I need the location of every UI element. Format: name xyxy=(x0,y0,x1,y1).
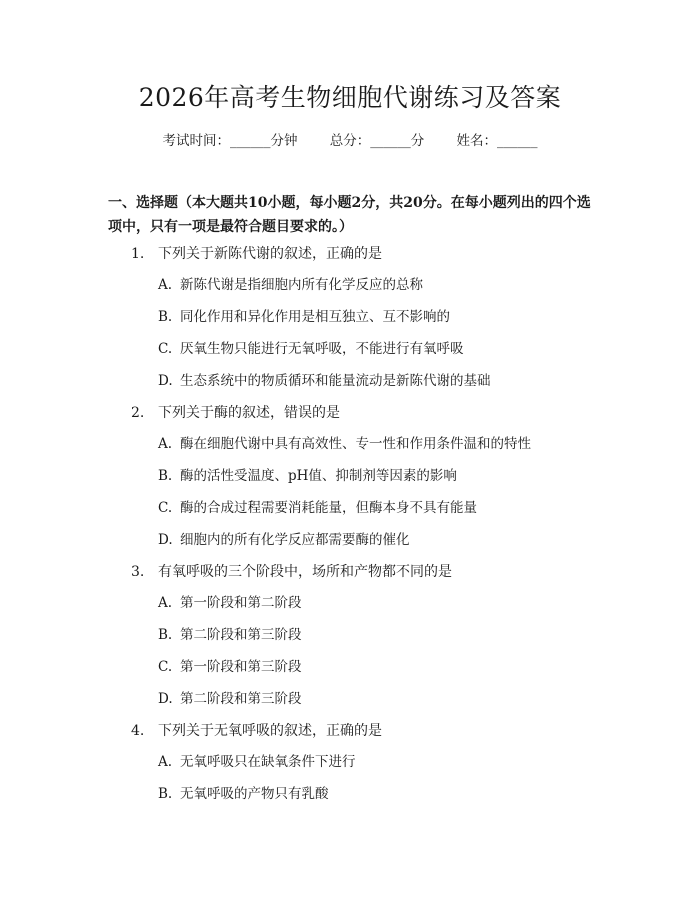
section-heading: 一、选择题（本大题共10小题，每小题2分，共20分。在每小题列出的四个选项中，只有一项是最符合题目要求的。） xyxy=(108,195,591,235)
option-text: 细胞内的所有化学反应都需要酶的催化 xyxy=(180,532,410,548)
option-letter: B. xyxy=(158,786,173,802)
option-text: 第二阶段和第三阶段 xyxy=(180,691,302,707)
page-title: 2026年高考生物细胞代谢练习及答案 xyxy=(138,83,562,112)
question-2-option-d xyxy=(158,529,410,551)
option-letter: B. xyxy=(158,309,173,325)
question-2-option-a xyxy=(158,433,531,455)
option-text: 酶在细胞代谢中具有高效性、专一性和作用条件温和的特性 xyxy=(180,436,531,452)
option-text: 酶的合成过程需要消耗能量，但酶本身不具有能量 xyxy=(180,500,477,516)
option-letter: A. xyxy=(158,595,173,611)
question-1-option-a xyxy=(158,274,423,296)
option-letter: D. xyxy=(158,691,173,707)
question-1-option-d xyxy=(158,370,491,392)
student-name-field: 姓名：______ xyxy=(456,133,538,149)
option-text: 无氧呼吸只在缺氧条件下进行 xyxy=(180,754,356,770)
option-text: 第二阶段和第三阶段 xyxy=(180,627,302,643)
option-text: 同化作用和异化作用是相互独立、互不影响的 xyxy=(180,309,450,325)
option-letter: C. xyxy=(158,341,173,357)
question-1-option-c xyxy=(158,338,464,360)
question-text: 下列关于新陈代谢的叙述，正确的是 xyxy=(158,246,382,262)
option-letter: A. xyxy=(158,436,173,452)
option-letter: D. xyxy=(158,373,173,389)
question-text: 下列关于酶的叙述，错误的是 xyxy=(158,405,340,421)
question-2-option-c xyxy=(158,497,477,519)
option-letter: A. xyxy=(158,277,173,293)
question-1-option-b xyxy=(158,306,450,328)
question-4 xyxy=(131,720,382,742)
option-text: 厌氧生物只能进行无氧呼吸，不能进行有氧呼吸 xyxy=(180,341,464,357)
option-text: 酶的活性受温度、pH值、抑制剂等因素的影响 xyxy=(180,468,457,484)
option-letter: B. xyxy=(158,627,173,643)
question-number: 1. xyxy=(131,246,145,262)
question-3-option-d xyxy=(158,688,302,710)
option-letter: C. xyxy=(158,659,173,675)
question-2 xyxy=(131,402,340,424)
option-letter: C. xyxy=(158,500,173,516)
question-3-option-c xyxy=(158,656,302,678)
exam-time-field: 考试时间：______分钟 xyxy=(162,133,298,149)
question-number: 2. xyxy=(131,405,145,421)
question-2-option-b xyxy=(158,465,457,487)
exam-info-line xyxy=(0,130,700,152)
question-number: 4. xyxy=(131,723,145,739)
option-text: 新陈代谢是指细胞内所有化学反应的总称 xyxy=(180,277,423,293)
total-score-field: 总分：______分 xyxy=(329,133,425,149)
option-text: 第一阶段和第三阶段 xyxy=(180,659,302,675)
option-letter: B. xyxy=(158,468,173,484)
question-number: 3. xyxy=(131,564,145,580)
option-text: 第一阶段和第二阶段 xyxy=(180,595,302,611)
question-text: 有氧呼吸的三个阶段中，场所和产物都不同的是 xyxy=(158,564,452,580)
question-3-option-b xyxy=(158,624,302,646)
option-text: 无氧呼吸的产物只有乳酸 xyxy=(180,786,329,802)
question-3-option-a xyxy=(158,592,302,614)
question-text: 下列关于无氧呼吸的叙述，正确的是 xyxy=(158,723,382,739)
option-text: 生态系统中的物质循环和能量流动是新陈代谢的基础 xyxy=(180,373,491,389)
question-1 xyxy=(131,243,382,265)
option-letter: D. xyxy=(158,532,173,548)
question-4-option-a xyxy=(158,751,356,773)
question-3 xyxy=(131,561,452,583)
question-4-option-b xyxy=(158,783,329,805)
option-letter: A. xyxy=(158,754,173,770)
